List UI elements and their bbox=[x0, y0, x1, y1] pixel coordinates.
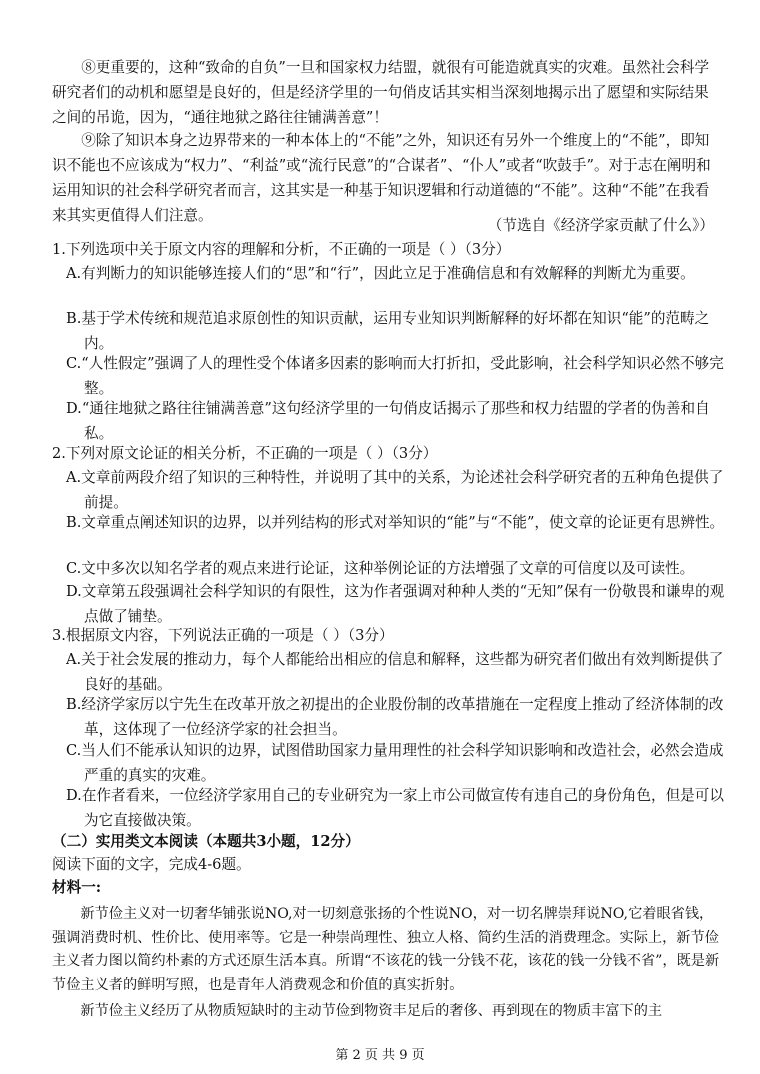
source-attribution: （节选自《经济学家贡献了什么》） bbox=[487, 217, 714, 234]
section-heading: （二）实用类文本阅读（本题共3小题，12分） bbox=[52, 833, 360, 850]
question-3-option-d: D.在作者看来，一位经济学家用自己的专业研究为一家上市公司做宣传有违自己的身份角色，但是可以为它直接做决策。 bbox=[66, 787, 724, 829]
section-instruction: 阅读下面的文字，完成4-6题。 bbox=[52, 856, 251, 873]
material-label: 材料一: bbox=[52, 879, 102, 896]
question-2-option-a: A.文章前两段介绍了知识的三种特性，并说明了其中的关系，为论述社会科学研究者的五种角色提供了前提。 bbox=[66, 469, 724, 511]
question-2-option-d: D.文章第五段强调社会科学知识的有限性，这为作者强调对种种人类的“无知”保有一份敬畏和谦卑的观点做了铺垫。 bbox=[66, 583, 725, 625]
question-2-stem: 2.下列对原文论证的相关分析，不正确的一项是（ ）（3分） bbox=[52, 445, 438, 462]
material-paragraph-1: 新节俭主义对一切奢华铺张说NO,对一切刻意张扬的个性说NO，对一切名牌崇拜说NO,它着眼省钱，强调消费时机、性价比、使用率等。它是一种崇尚理性、独立人格、简约生活的消费理念。实际上，新节俭主义者力图以简约朴素的方式还原生活本真。所谓“不该花的钱一分钱不花，该花的钱一分钱不省”，既是新节俭主义者的鲜明写照，也是青年人消费观念和价值的真实折射。 bbox=[52, 906, 720, 993]
passage-paragraph-9: ⑨除了知识本身之边界带来的一种本体上的“不能”之外，知识还有另外一个维度上的“不能”，即知识不能也不应该成为“权力”、“利益”或“流行民意”的“合谋者”、“仆人”或者“吹鼓手”。对于志在阐明和运用知识的社会科学研究者而言，这其实是一种基于知识逻辑和行动道德的“不能”。这种“不能”在我看来其实更值得人们注意。 bbox=[52, 132, 711, 224]
question-1-stem: 1.下列选项中关于原文内容的理解和分析，不正确的一项是（ ）（3分） bbox=[52, 241, 511, 258]
passage-paragraph-8: ⑧更重要的，这种“致命的自负”一旦和国家权力结盟，就很有可能造就真实的灾难。虽然社会科学研究者们的动机和愿望是良好的，但是经济学里的一句俏皮话其实相当深刻地揭示出了愿望和实际结果之间的吊诡，因为，“通往地狱之路往往铺满善意”！ bbox=[52, 59, 710, 126]
question-3-option-b: B.经济学家厉以宁先生在改革开放之初提出的企业股份制的改革措施在一定程度上推动了经济体制的改革，这体现了一位经济学家的社会担当。 bbox=[66, 696, 724, 738]
question-1-option-d: D.“通往地狱之路往往铺满善意”这句经济学里的一句俏皮话揭示了那些和权力结盟的学者的伪善和自私。 bbox=[66, 400, 710, 442]
question-1-option-a: A.有判断力的知识能够连接人们的“思”和“行”，因此立足于准确信息和有效解释的判断尤为重要。 bbox=[66, 265, 695, 282]
page-footer: 第 2 页 共 9 页 bbox=[335, 1048, 425, 1063]
question-1-option-c: C.“人性假定”强调了人的理性受个体诸多因素的影响而大打折扣，受此影响，社会科学知识必然不够完整。 bbox=[66, 355, 724, 397]
question-2-option-b: B.文章重点阐述知识的边界，以并列结构的形式对举知识的“能”与“不能”，使文章的论证更有思辨性。 bbox=[66, 514, 725, 531]
question-1-option-b: B.基于学术传统和规范追求原创性的知识贡献，运用专业知识判断解释的好坏都在知识“能”的范畴之内。 bbox=[66, 310, 710, 352]
question-3-option-c: C.当人们不能承认知识的边界，试图借助国家力量用理性的社会科学知识影响和改造社会，必然会造成严重的真实的灾难。 bbox=[66, 742, 724, 784]
question-3-stem: 3.根据原文内容，下列说法正确的一项是（ ）（3分） bbox=[52, 627, 394, 644]
question-3-option-a: A.关于社会发展的推动力，每个人都能给出相应的信息和解释，这些都为研究者们做出有效判断提供了良好的基础。 bbox=[66, 651, 724, 693]
question-2-option-c: C.文中多次以知名学者的观点来进行论证，这种举例论证的方法增强了文章的可信度以及可读性。 bbox=[66, 560, 695, 577]
material-paragraph-2: 新节俭主义经历了从物质短缺时的主动节俭到物资丰足后的奢侈、再到现在的物质丰富下的主 bbox=[80, 1003, 663, 1019]
